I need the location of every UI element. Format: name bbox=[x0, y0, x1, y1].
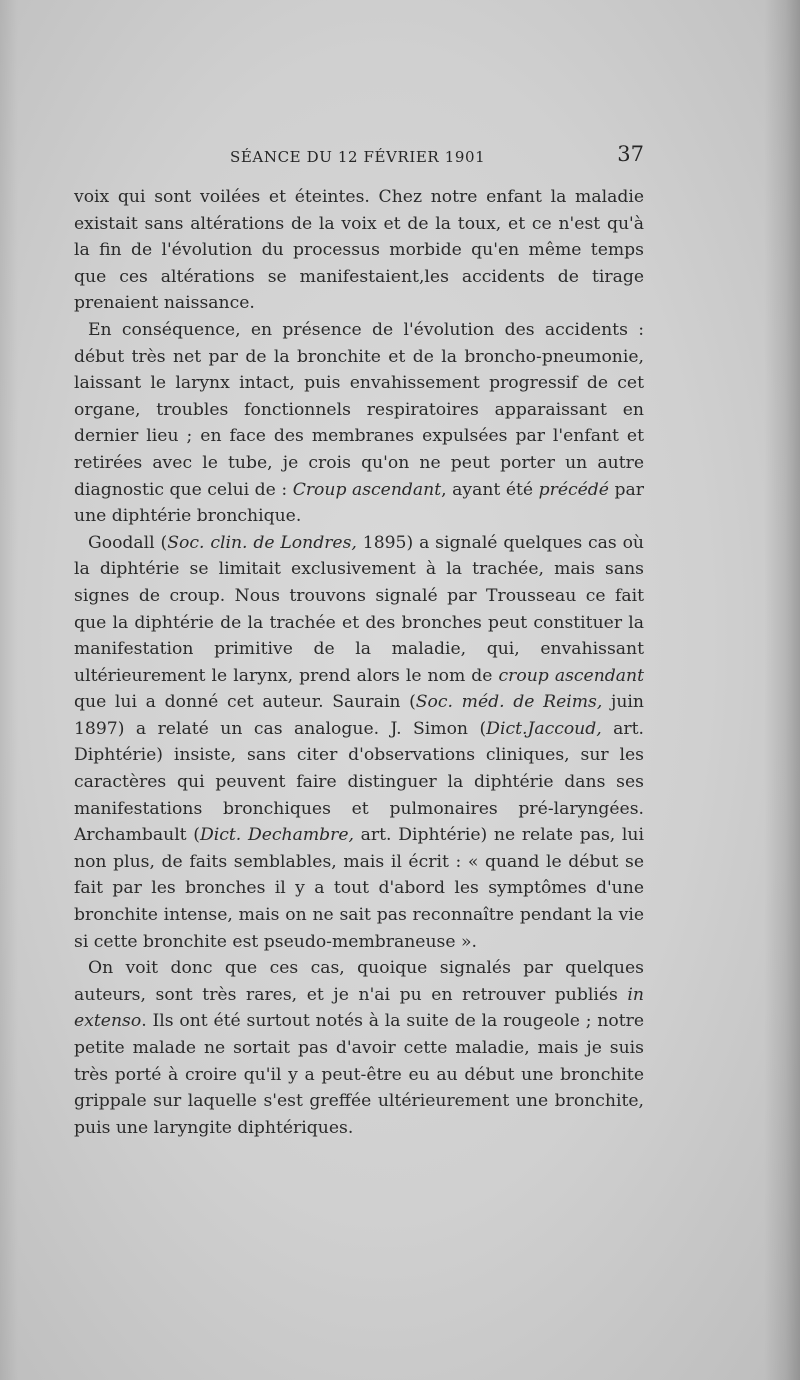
page-shadow-left bbox=[0, 0, 18, 1380]
page-number: 37 bbox=[617, 142, 644, 166]
citation: Soc. clin. de Londres, bbox=[167, 532, 357, 553]
running-title: SÉANCE DU 12 FÉVRIER 1901 bbox=[230, 148, 486, 166]
citation: Dict. Dechambre, bbox=[199, 825, 354, 846]
italic-term: précédé bbox=[538, 479, 609, 500]
text-segment: , ayant été bbox=[441, 479, 539, 500]
italic-term: in extenso bbox=[74, 984, 644, 1032]
paragraph-2 bbox=[74, 317, 644, 530]
text-segment: . Ils ont été surtout notés à la suite de la rougeole ; notre petite malade ne sortait pas d'avoir cette maladie, mais je suis très porté à croire qu'il y a peut-être eu au début une bronchite grippale sur laquelle s'est greffée ultérieurement une bronchite, puis une laryngite diphtériques. bbox=[74, 1011, 644, 1138]
italic-term: Croup ascendant bbox=[292, 479, 442, 500]
citation: Soc. méd. de Reims, bbox=[415, 692, 603, 713]
page-shadow-right bbox=[764, 0, 800, 1380]
text-segment: On voit donc que ces cas, quoique signalés par quelques auteurs, sont très rares, et je n'ai pu en retrouver publiés bbox=[74, 958, 644, 1005]
text-segment: art. Diphtérie) ne relate pas, lui non plus, de faits semblables, mais il écrit : « quand le début se fait par les bronches il y a tout d'abord les symptômes d'une bronchite intense, mais on ne sait pas reconnaître pendant la vie si cette bronchite est pseudo-membraneuse ». bbox=[74, 825, 644, 952]
text-segment: Goodall ( bbox=[88, 532, 168, 553]
paragraph-4 bbox=[74, 955, 644, 1141]
text-segment: voix qui sont voilées et éteintes. Chez notre enfant la maladie existait sans altérations de la voix et de la toux, et ce n'est qu'à la fin de l'évolution du processus morbide qu'en même temps que ces altérations se manifestaient,les accidents de tirage prenaient naissance. bbox=[74, 187, 644, 314]
text-segment: par une diphtérie bronchique. bbox=[74, 479, 644, 527]
body-text bbox=[74, 184, 644, 1141]
text-segment: 1895) a signalé quelques cas où la diphtérie se limitait exclusivement à la trachée, mais sans signes de croup. Nous trouvons signalé par Trousseau ce fait que la diphtérie de la trachée et des bronches peut constituer la manifestation primitive de la maladie, qui, envahissant ultérieurement le larynx, prend alors le nom de bbox=[74, 532, 644, 686]
italic-term: croup ascendant bbox=[498, 665, 644, 686]
text-segment: juin 1897) a relaté un cas analogue. J. Simon ( bbox=[74, 692, 644, 739]
paragraph-3 bbox=[74, 530, 644, 956]
citation: Dict.Jaccoud, bbox=[486, 718, 602, 739]
page-header bbox=[74, 142, 644, 174]
paragraph-1 bbox=[74, 184, 644, 317]
text-segment: En conséquence, en présence de l'évolution des accidents : début très net par de la bronchite et de la broncho-pneumonie, laissant le larynx intact, puis envahissement progressif de cet organe, troubles fonctionnels respiratoires apparaissant en dernier lieu ; en face des membranes expulsées par l'enfant et retirées avec le tube, je crois qu'on ne peut porter un autre diagnostic que celui de : bbox=[74, 319, 644, 500]
text-segment: art. Diphtérie) insiste, sans citer d'observations cliniques, sur les caractères qui peuvent faire distinguer la diphtérie dans ses manifestations bronchiques et pulmonaires pré-laryngées. Archambault ( bbox=[74, 718, 645, 846]
text-segment: que lui a donné cet auteur. Saurain ( bbox=[74, 692, 416, 713]
